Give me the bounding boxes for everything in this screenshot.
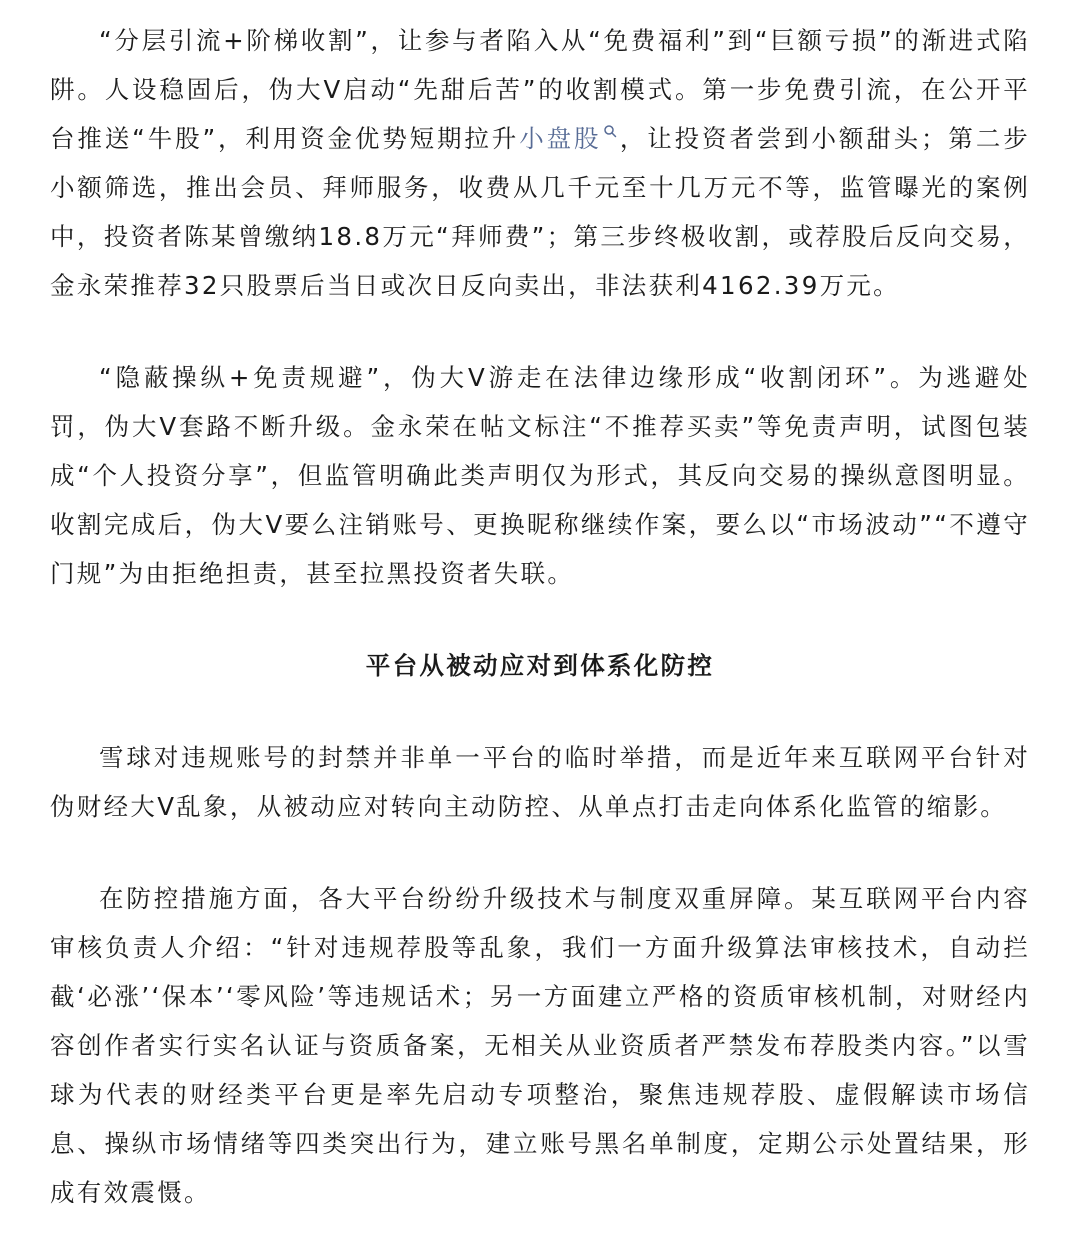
paragraph-text: ，让投资者尝到小额甜头；第二步小额筛选，推出会员、拜师服务，收费从几千元至十几万元不等，监管曝光的案例中，投资者陈某曾缴纳18.8万元“拜师费”；第三步终极收割，或荐股后反向交易，金永荣推荐32只股票后当日或次日反向卖出，非法获利4162.39万元。 — [50, 124, 1030, 300]
paragraph-text: “分层引流+阶梯收割”，让参与者陷入从“免费福利”到“巨额亏损”的渐进式陷阱。人设稳固后，伪大V启动“先甜后苦”的收割模式。第一步免费引流，在公开平台推送“牛股”，利用资金优势短期拉升 — [50, 26, 1030, 153]
paragraph-gap — [50, 831, 1030, 874]
section-heading: 平台从被动应对到体系化防控 — [365, 651, 715, 680]
paragraph-gap — [50, 598, 1030, 641]
article-body — [50, 16, 1030, 1217]
paragraph-prevention-measures: 在防控措施方面，各大平台纷纷升级技术与制度双重屏障。某互联网平台内容审核负责人介绍：“针对违规荐股等乱象，我们一方面升级算法审核技术，自动拦截‘必涨’‘保本’‘零风险’等违规话术；另一方面建立严格的资质审核机制，对财经内容创作者实行实名认证与资质备案，无相关从业资质者严禁发布荐股类内容。”以雪球为代表的财经类平台更是率先启动专项整治，聚焦违规荐股、虚假解读市场信息、操纵市场情绪等四类突出行为，建立账号黑名单制度，定期公示处置结果，形成有效震慑。 — [50, 884, 1030, 1207]
paragraph-platform-shift: 雪球对违规账号的封禁并非单一平台的临时举措，而是近年来互联网平台针对伪财经大V乱象，从被动应对转向主动防控、从单点打击走向体系化监管的缩影。 — [50, 743, 1030, 821]
paragraph-gap — [50, 690, 1030, 733]
paragraph-gap — [50, 310, 1030, 353]
stock-keyword-link[interactable] — [519, 124, 619, 153]
search-icon[interactable] — [603, 124, 617, 138]
paragraph-tiered-harvest — [50, 16, 1030, 310]
link-label[interactable]: 小盘股 — [519, 124, 602, 153]
paragraph-hidden-manipulation: “隐蔽操纵+免责规避”，伪大V游走在法律边缘形成“收割闭环”。为逃避处罚，伪大V套路不断升级。金永荣在帖文标注“不推荐买卖”等免责声明，试图包装成“个人投资分享”，但监管明确此类声明仅为形式，其反向交易的操纵意图明显。收割完成后，伪大V要么注销账号、更换昵称继续作案，要么以“市场波动”“不遵守门规”为由拒绝担责，甚至拉黑投资者失联。 — [50, 363, 1030, 588]
